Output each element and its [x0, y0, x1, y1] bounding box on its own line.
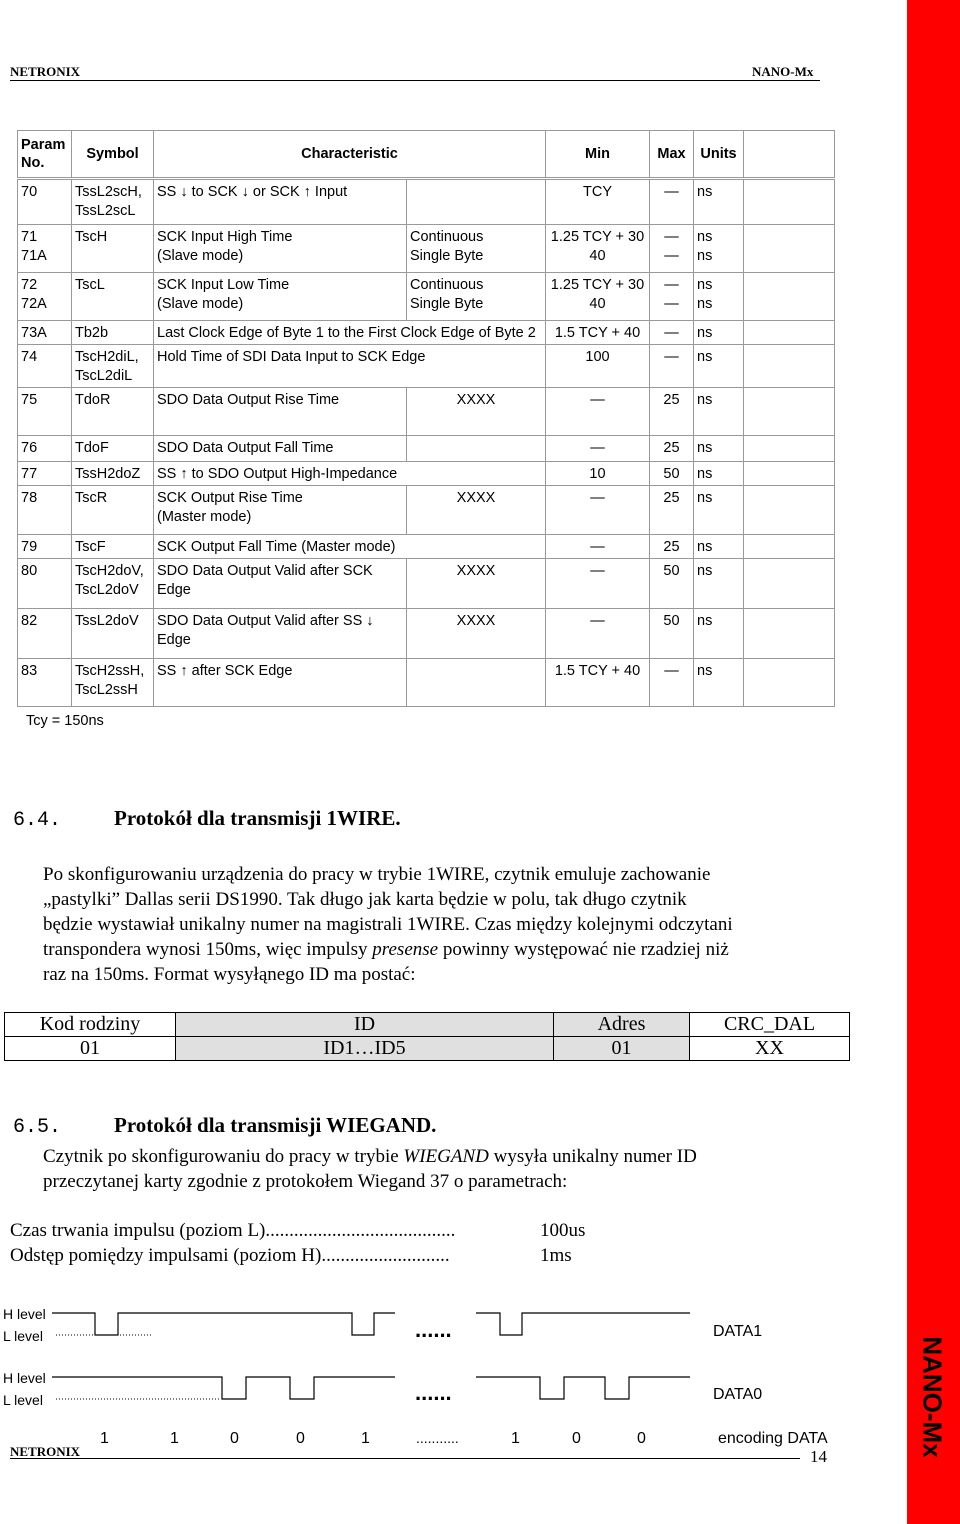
cell-min: —	[546, 436, 650, 461]
cell-units: ns	[694, 558, 744, 608]
cell-units: ns	[694, 388, 744, 436]
cell-symbol: TscH2ssH, TscL2ssH	[72, 658, 154, 706]
table-row	[18, 534, 835, 558]
cell-symbol: TdoR	[72, 388, 154, 436]
data0-l-level-label: L level	[3, 1392, 43, 1408]
cell-characteristic: SS ↑ to SDO Output High-Impedance	[154, 461, 546, 485]
cell-condition	[407, 658, 546, 706]
th-min: Min	[546, 131, 650, 179]
cell-no: 75	[18, 388, 72, 436]
table-row	[18, 436, 835, 461]
param-value-pulse: 100us	[540, 1220, 586, 1241]
cell-characteristic: SCK Input High Time (Slave mode)	[154, 225, 407, 273]
cell-symbol: TscR	[72, 485, 154, 534]
cell-symbol: TscH	[72, 225, 154, 273]
sidebar-band	[907, 0, 960, 1524]
para-line: „pastylki” Dallas serii DS1990. Tak długo jak karta będzie w polu, tak długo czytnik	[43, 889, 687, 910]
cell-max: — —	[650, 273, 694, 321]
cell-units: ns	[694, 321, 744, 345]
format-value-id: ID1…ID5	[176, 1037, 554, 1061]
id-format-table	[4, 1012, 850, 1061]
cell-characteristic: SDO Data Output Valid after SS ↓ Edge	[154, 608, 407, 658]
cell-symbol: TdoF	[72, 436, 154, 461]
cell-characteristic: SCK Output Fall Time (Master mode)	[154, 534, 546, 558]
header-right: NANO-Mx	[752, 64, 814, 79]
cell-max: —	[650, 345, 694, 388]
cell-characteristic: SDO Data Output Rise Time	[154, 388, 407, 436]
cell-max: 25	[650, 388, 694, 436]
data1-label: DATA1	[713, 1323, 763, 1340]
th-param: Param No.	[18, 131, 72, 179]
cell-blank	[744, 436, 835, 461]
cell-blank	[744, 461, 835, 485]
cell-characteristic: Last Clock Edge of Byte 1 to the First Clock Edge of Byte 2	[154, 321, 546, 345]
cell-characteristic: SS ↑ after SCK Edge	[154, 658, 407, 706]
cell-blank	[744, 321, 835, 345]
cell-condition: Continuous Single Byte	[407, 273, 546, 321]
bit-label: 0	[637, 1430, 646, 1447]
cell-max: 25	[650, 485, 694, 534]
cell-no: 82	[18, 608, 72, 658]
bit-label: 0	[230, 1430, 239, 1447]
cell-symbol: TscL	[72, 273, 154, 321]
cell-condition: Continuous Single Byte	[407, 225, 546, 273]
data0-waveform	[52, 1377, 690, 1399]
section-64-paragraph	[43, 862, 841, 987]
cell-blank	[744, 608, 835, 658]
cell-symbol: TssL2scH, TssL2scL	[72, 179, 154, 225]
format-value-crc: XX	[690, 1037, 850, 1061]
cell-min: —	[546, 608, 650, 658]
cell-no: 80	[18, 558, 72, 608]
data0-ellipsis: ......	[415, 1380, 452, 1405]
table-row	[18, 388, 835, 436]
cell-blank	[744, 345, 835, 388]
cell-units: ns	[694, 436, 744, 461]
bit-label: 0	[296, 1430, 305, 1447]
cell-characteristic: Hold Time of SDI Data Input to SCK Edge	[154, 345, 546, 388]
cell-blank	[744, 273, 835, 321]
sidebar-label: NANO-Mx	[917, 1336, 948, 1458]
cell-units: ns	[694, 179, 744, 225]
table-row	[18, 658, 835, 706]
cell-units: ns	[694, 345, 744, 388]
cell-min: TCY	[546, 179, 650, 225]
cell-blank	[744, 558, 835, 608]
cell-units: ns	[694, 658, 744, 706]
data1-h-level-label: H level	[3, 1306, 46, 1322]
cell-no: 79	[18, 534, 72, 558]
cell-characteristic: SDO Data Output Fall Time	[154, 436, 407, 461]
section-heading-64: 6.4. Protokół dla transmisji 1WIRE.	[13, 806, 401, 832]
cell-no: 70	[18, 179, 72, 225]
format-value-family: 01	[5, 1037, 176, 1061]
encoding-label: encoding DATA	[718, 1430, 828, 1447]
cell-min: —	[546, 388, 650, 436]
bit-label: 0	[572, 1430, 581, 1447]
cell-condition: XXXX	[407, 558, 546, 608]
cell-symbol: TssL2doV	[72, 608, 154, 658]
data1-ellipsis: ......	[415, 1317, 452, 1342]
table-row	[18, 225, 835, 273]
data1-l-level-label: L level	[3, 1328, 43, 1344]
section-65-paragraph	[43, 1144, 841, 1194]
para-line: Po skonfigurowaniu urządzenia do pracy w trybie 1WIRE, czytnik emuluje zachowanie	[43, 864, 711, 885]
cell-units: ns ns	[694, 273, 744, 321]
table-row	[18, 485, 835, 534]
cell-condition	[407, 436, 546, 461]
cell-min: 1.5 TCY + 40	[546, 321, 650, 345]
table-note: Tcy = 150ns	[26, 713, 104, 729]
param-label-gap: Odstęp pomiędzy impulsami (poziom H)...........................	[10, 1245, 450, 1266]
data0-h-level-label: H level	[3, 1370, 46, 1386]
format-header-crc: CRC_DAL	[690, 1013, 850, 1037]
th-max: Max	[650, 131, 694, 179]
cell-min: —	[546, 558, 650, 608]
param-value-gap: 1ms	[540, 1245, 572, 1266]
section-heading-65: 6.5. Protokół dla transmisji WIEGAND.	[13, 1113, 437, 1139]
cell-blank	[744, 658, 835, 706]
cell-min: 1.5 TCY + 40	[546, 658, 650, 706]
cell-blank	[744, 485, 835, 534]
cell-min: 1.25 TCY + 30 40	[546, 273, 650, 321]
cell-max: 50	[650, 608, 694, 658]
cell-no: 71 71A	[18, 225, 72, 273]
header-left: NETRONIX	[10, 64, 81, 79]
cell-no: 76	[18, 436, 72, 461]
cell-no: 73A	[18, 321, 72, 345]
cell-no: 78	[18, 485, 72, 534]
cell-characteristic: SCK Input Low Time (Slave mode)	[154, 273, 407, 321]
cell-condition: XXXX	[407, 388, 546, 436]
cell-no: 83	[18, 658, 72, 706]
param-label-pulse: Czas trwania impulsu (poziom L)........................................	[10, 1220, 456, 1241]
format-value-address: 01	[554, 1037, 690, 1061]
cell-condition: XXXX	[407, 608, 546, 658]
cell-no: 72 72A	[18, 273, 72, 321]
cell-characteristic: SCK Output Rise Time (Master mode)	[154, 485, 407, 534]
cell-min: —	[546, 534, 650, 558]
cell-units: ns	[694, 608, 744, 658]
cell-units: ns	[694, 461, 744, 485]
th-symbol: Symbol	[72, 131, 154, 179]
footer-left: NETRONIX	[10, 1444, 81, 1459]
para-line: raz na 150ms. Format wysyłąnego ID ma postać:	[43, 964, 416, 985]
cell-max: — —	[650, 225, 694, 273]
bit-label: 1	[361, 1430, 370, 1447]
table-row	[18, 273, 835, 321]
format-header-address: Adres	[554, 1013, 690, 1037]
cell-symbol: TssH2doZ	[72, 461, 154, 485]
cell-symbol: Tb2b	[72, 321, 154, 345]
cell-blank	[744, 179, 835, 225]
cell-symbol: TscF	[72, 534, 154, 558]
cell-units: ns ns	[694, 225, 744, 273]
cell-max: 50	[650, 558, 694, 608]
format-header-family: Kod rodziny	[5, 1013, 176, 1037]
th-units: Units	[694, 131, 744, 179]
cell-min: 1.25 TCY + 30 40	[546, 225, 650, 273]
para-line: Czytnik po skonfigurowaniu do pracy w trybie WIEGAND wysyła unikalny numer ID	[43, 1146, 697, 1167]
th-blank	[744, 131, 835, 179]
header-rule	[10, 80, 820, 81]
para-line: będzie wystawiał unikalny numer na magistrali 1WIRE. Czas między kolejnymi odczytani	[43, 914, 733, 935]
table-row	[18, 558, 835, 608]
data0-label: DATA0	[713, 1386, 763, 1403]
cell-blank	[744, 225, 835, 273]
cell-min: 10	[546, 461, 650, 485]
cell-max: 25	[650, 534, 694, 558]
cell-max: —	[650, 179, 694, 225]
bit-label: 1	[170, 1430, 179, 1447]
para-line: przeczytanej karty zgodnie z protokołem Wiegand 37 o parametrach:	[43, 1171, 568, 1192]
th-characteristic: Characteristic	[154, 131, 546, 179]
cell-characteristic: SDO Data Output Valid after SCK Edge	[154, 558, 407, 608]
cell-units: ns	[694, 485, 744, 534]
cell-min: 100	[546, 345, 650, 388]
bit-label-ellipsis: ...........	[416, 1430, 459, 1446]
cell-blank	[744, 388, 835, 436]
table-row	[18, 321, 835, 345]
footer-rule	[10, 1458, 800, 1459]
cell-max: 25	[650, 436, 694, 461]
cell-blank	[744, 534, 835, 558]
cell-max: —	[650, 321, 694, 345]
cell-condition: XXXX	[407, 485, 546, 534]
cell-max: —	[650, 658, 694, 706]
table-row	[18, 608, 835, 658]
cell-characteristic: SS ↓ to SCK ↓ or SCK ↑ Input	[154, 179, 407, 225]
para-line: transpondera wynosi 150ms, więc impulsy presense powinny występować nie rzadziej niż	[43, 939, 729, 960]
parameter-table	[17, 130, 835, 707]
cell-no: 77	[18, 461, 72, 485]
table-row	[18, 345, 835, 388]
wiegand-waveform-diagram	[0, 1295, 905, 1475]
page-number: 14	[810, 1447, 827, 1466]
cell-symbol: TscH2doV, TscL2doV	[72, 558, 154, 608]
cell-units: ns	[694, 534, 744, 558]
cell-condition	[407, 179, 546, 225]
format-header-id: ID	[176, 1013, 554, 1037]
cell-no: 74	[18, 345, 72, 388]
bit-label: 1	[511, 1430, 520, 1447]
table-row	[18, 461, 835, 485]
table-row	[18, 179, 835, 225]
data1-waveform	[52, 1313, 690, 1335]
bit-label: 1	[100, 1430, 109, 1447]
cell-min: —	[546, 485, 650, 534]
cell-max: 50	[650, 461, 694, 485]
cell-symbol: TscH2diL, TscL2diL	[72, 345, 154, 388]
